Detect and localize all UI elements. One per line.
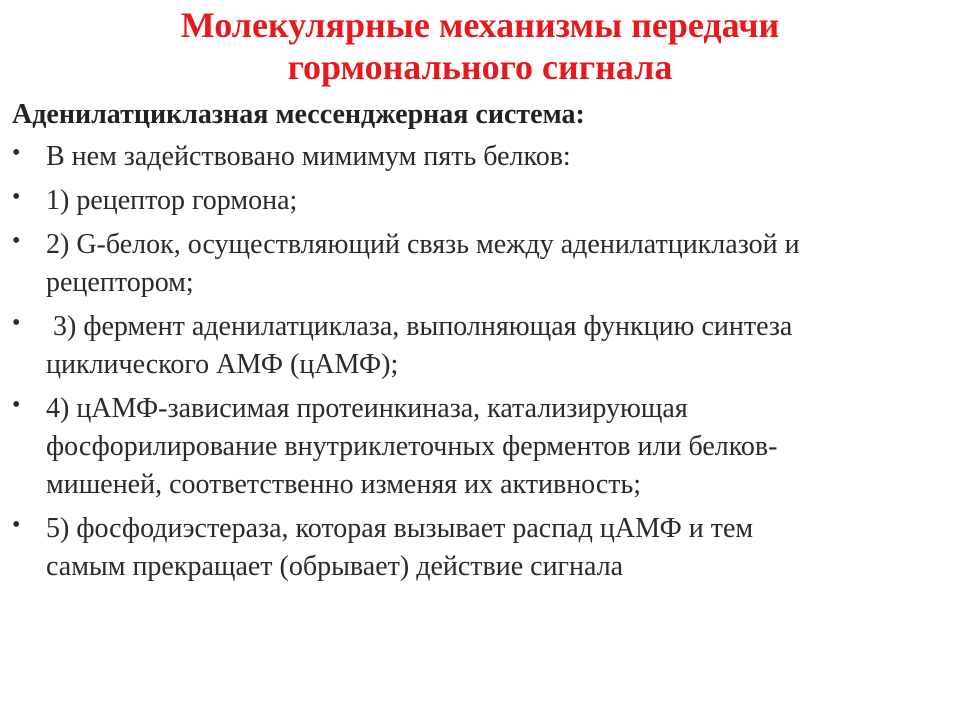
bullet-item-6 bbox=[12, 510, 942, 586]
bullet-line: 2) G-белок, осуществляющий связь между аденилатциклазой и bbox=[46, 229, 800, 260]
bullet-line: 1) рецептор гормона; bbox=[46, 185, 298, 216]
bullet-line: фосфорилирование внутриклеточных ферментов или белков- bbox=[46, 431, 778, 462]
bullet-text bbox=[46, 182, 942, 220]
bullet-list bbox=[12, 138, 942, 592]
bullet-line: мишеней, соответственно изменяя их активность; bbox=[46, 469, 642, 500]
bullet-line: рецептором; bbox=[46, 267, 194, 298]
bullet-line: 3) фермент аденилатциклаза, выполняющая функцию синтеза bbox=[46, 311, 793, 342]
section-heading: Аденилатциклазная мессенджерная система: bbox=[12, 99, 585, 130]
bullet-line: самым прекращает (обрывает) действие сигнала bbox=[46, 551, 624, 582]
slide-title-line-1: Молекулярные механизмы передачи bbox=[180, 5, 780, 45]
bullet-line: В нем задействовано мимимум пять белков: bbox=[46, 141, 571, 172]
slide-title-line-2: гормонального сигнала bbox=[287, 47, 673, 87]
bullet-line: 4) цАМФ-зависимая протеинкиназа, катализирующая bbox=[46, 393, 688, 424]
bullet-item-1 bbox=[12, 138, 942, 176]
bullet-dot-icon: • bbox=[12, 140, 21, 166]
bullet-line: циклического АМФ (цАМФ); bbox=[46, 349, 399, 380]
bullet-text bbox=[46, 138, 942, 176]
bullet-item-4 bbox=[12, 308, 942, 384]
bullet-text bbox=[46, 308, 942, 384]
bullet-text bbox=[46, 510, 942, 586]
bullet-dot-icon: • bbox=[12, 512, 21, 538]
bullet-item-5 bbox=[12, 390, 942, 504]
bullet-dot-icon: • bbox=[12, 184, 21, 210]
bullet-text bbox=[46, 226, 942, 302]
bullet-dot-icon: • bbox=[12, 310, 21, 336]
bullet-text bbox=[46, 390, 942, 504]
bullet-dot-icon: • bbox=[12, 228, 21, 254]
bullet-item-3 bbox=[12, 226, 942, 302]
bullet-item-2 bbox=[12, 182, 942, 220]
bullet-dot-icon: • bbox=[12, 392, 21, 418]
slide-title bbox=[0, 4, 960, 88]
bullet-line: 5) фосфодиэстераза, которая вызывает распад цАМФ и тем bbox=[46, 513, 754, 544]
